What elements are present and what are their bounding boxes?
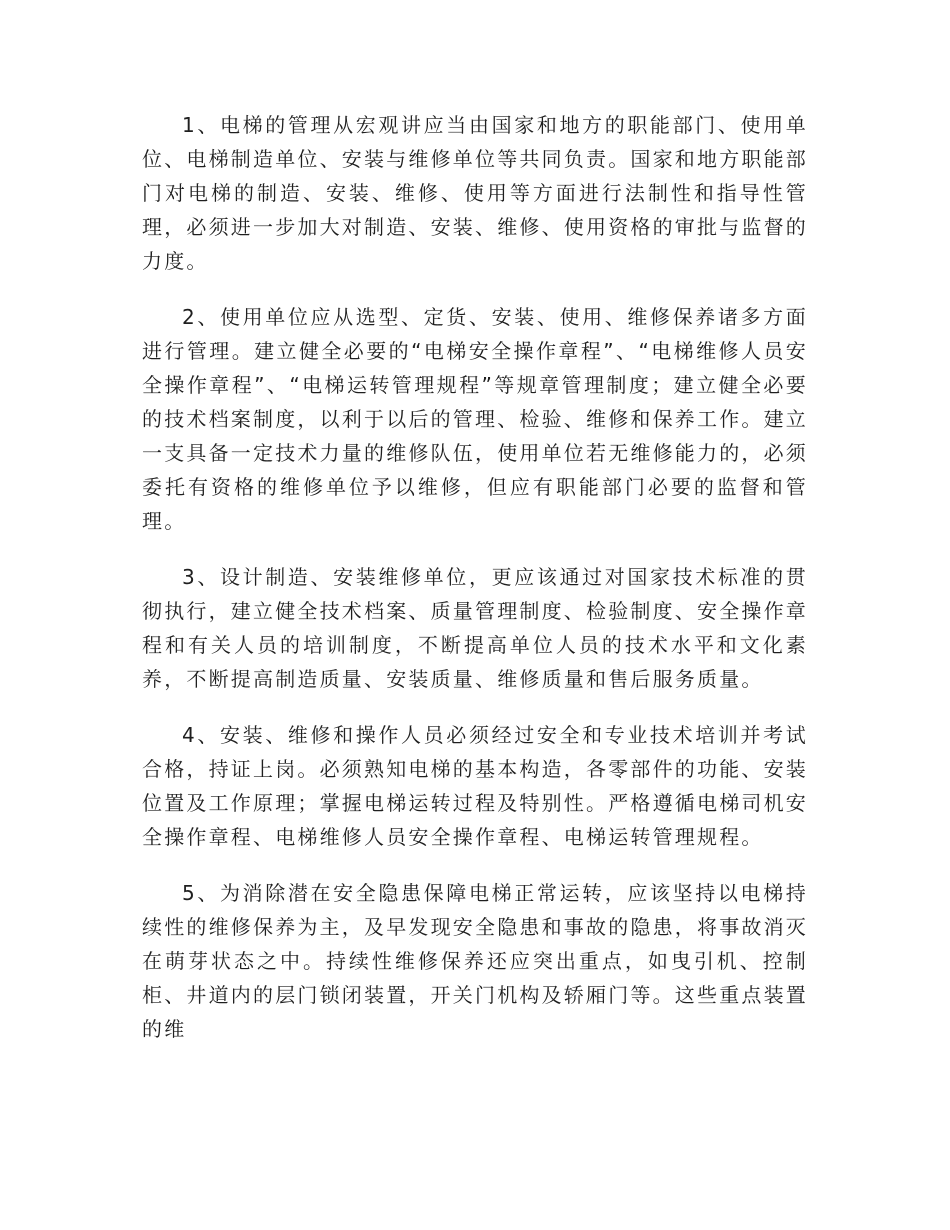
paragraph-2: 2、使用单位应从选型、定货、安装、使用、维修保养诸多方面进行管理。建立健全必要的“电梯安全操作章程”、“电梯维修人员安全操作章程”、“电梯运转管理规程”等规章管理制度；建立健全必要的技术档案制度，以利于以后的管理、检验、维修和保养工作。建立一支具备一定技术力量的维修队伍，使用单位若无维修能力的，必须委托有资格的维修单位予以维修，但应有职能部门必要的监督和管理。 xyxy=(142,305,808,533)
paragraph-5: 5、为消除潜在安全隐患保障电梯正常运转，应该坚持以电梯持续性的维修保养为主，及早发现安全隐患和事故的隐患，将事故消灭在萌芽状态之中。持续性维修保养还应突出重点，如曳引机、控制柜、井道内的层门锁闭装置，开关门机构及轿厢门等。这些重点装置的维 xyxy=(142,881,808,1041)
document-body xyxy=(142,108,808,1068)
paragraph-1: 1、电梯的管理从宏观讲应当由国家和地方的职能部门、使用单位、电梯制造单位、安装与维修单位等共同负责。国家和地方职能部门对电梯的制造、安装、维修、使用等方面进行法制性和指导性管理，必须进一步加大对制造、安装、维修、使用资格的审批与监督的力度。 xyxy=(142,113,808,273)
paragraph-3: 3、设计制造、安装维修单位，更应该通过对国家技术标准的贯彻执行，建立健全技术档案、质量管理制度、检验制度、安全操作章程和有关人员的培训制度，不断提高单位人员的技术水平和文化素养，不断提高制造质量、安装质量、维修质量和售后服务质量。 xyxy=(142,565,808,691)
paragraph-4: 4、安装、维修和操作人员必须经过安全和专业技术培训并考试合格，持证上岗。必须熟知电梯的基本构造，各零部件的功能、安装位置及工作原理；掌握电梯运转过程及特别性。严格遵循电梯司机安全操作章程、电梯维修人员安全操作章程、电梯运转管理规程。 xyxy=(142,723,808,849)
